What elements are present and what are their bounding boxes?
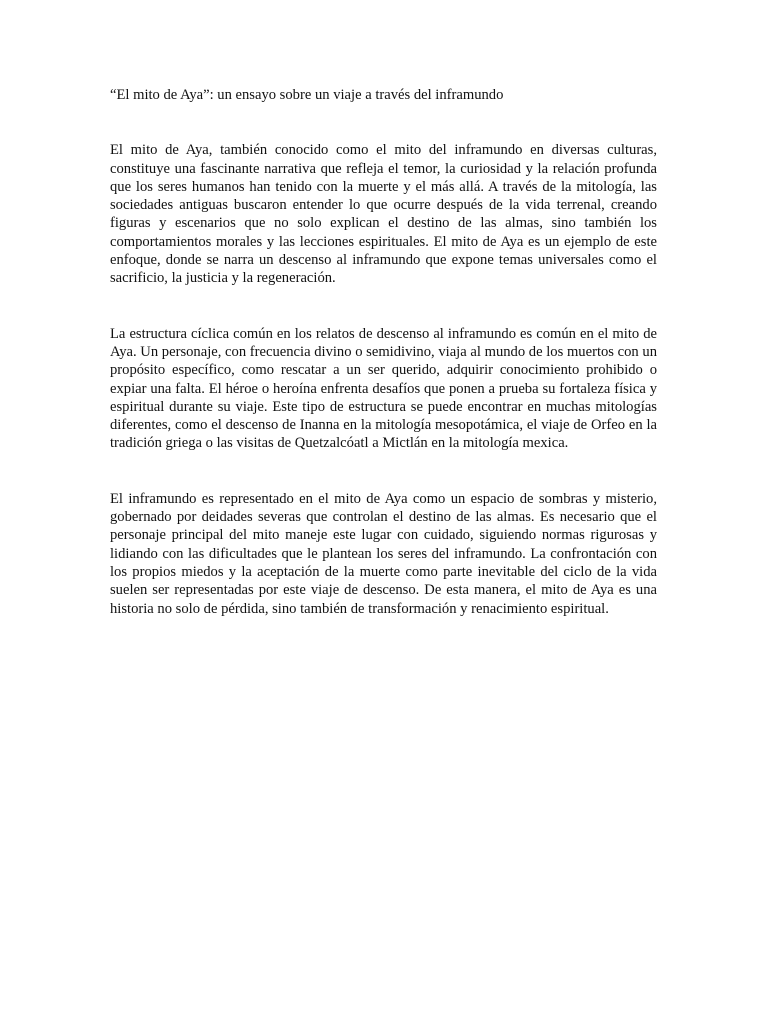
document-title: “El mito de Aya”: un ensayo sobre un viaje a través del inframundo bbox=[110, 87, 504, 103]
paragraph-2: La estructura cíclica común en los relatos de descenso al inframundo es común en el mito de Aya. Un personaje, con frecuencia divino o semidivino, viaja al mundo de los muertos con un propósito específico, como rescatar a un ser querido, adquirir conocimiento prohibido o expiar una falta. El héroe o heroína enfrenta desafíos que ponen a prueba su fortaleza física y espiritual durante su viaje. Este tipo de estructura se puede encontrar en muchas mitologías diferentes, como el descenso de Inanna en la mitología mesopotámica, el viaje de Orfeo en la tradición griega o las visitas de Quetzalcóatl a Mictlán en la mitología mexica. bbox=[110, 325, 657, 452]
paragraph-1: El mito de Aya, también conocido como el mito del inframundo en diversas culturas, constituye una fascinante narrativa que refleja el temor, la curiosidad y la relación profunda que los seres humanos han tenido con la muerte y el más allá. A través de la mitología, las sociedades antiguas buscaron entender lo que ocurre después de la vida terrenal, creando figuras y escenarios que no solo explican el destino de las almas, sino también los comportamientos morales y las lecciones espirituales. El mito de Aya es un ejemplo de este enfoque, donde se narra un descenso al inframundo que expone temas universales como el sacrificio, la justicia y la regeneración. bbox=[110, 142, 657, 287]
document-body bbox=[110, 86, 657, 618]
paragraph-3: El inframundo es representado en el mito de Aya como un espacio de sombras y misterio, gobernado por deidades severas que controlan el destino de las almas. Es necesario que el personaje principal del mito maneje este lugar con cuidado, siguiendo normas rigurosas y lidiando con las dificultades que le plantean los seres del inframundo. La confrontación con los propios miedos y la aceptación de la muerte como parte inevitable del ciclo de la vida suelen ser representadas por este viaje de descenso. De esta manera, el mito de Aya es una historia no solo de pérdida, sino también de transformación y renacimiento espiritual. bbox=[110, 490, 657, 617]
